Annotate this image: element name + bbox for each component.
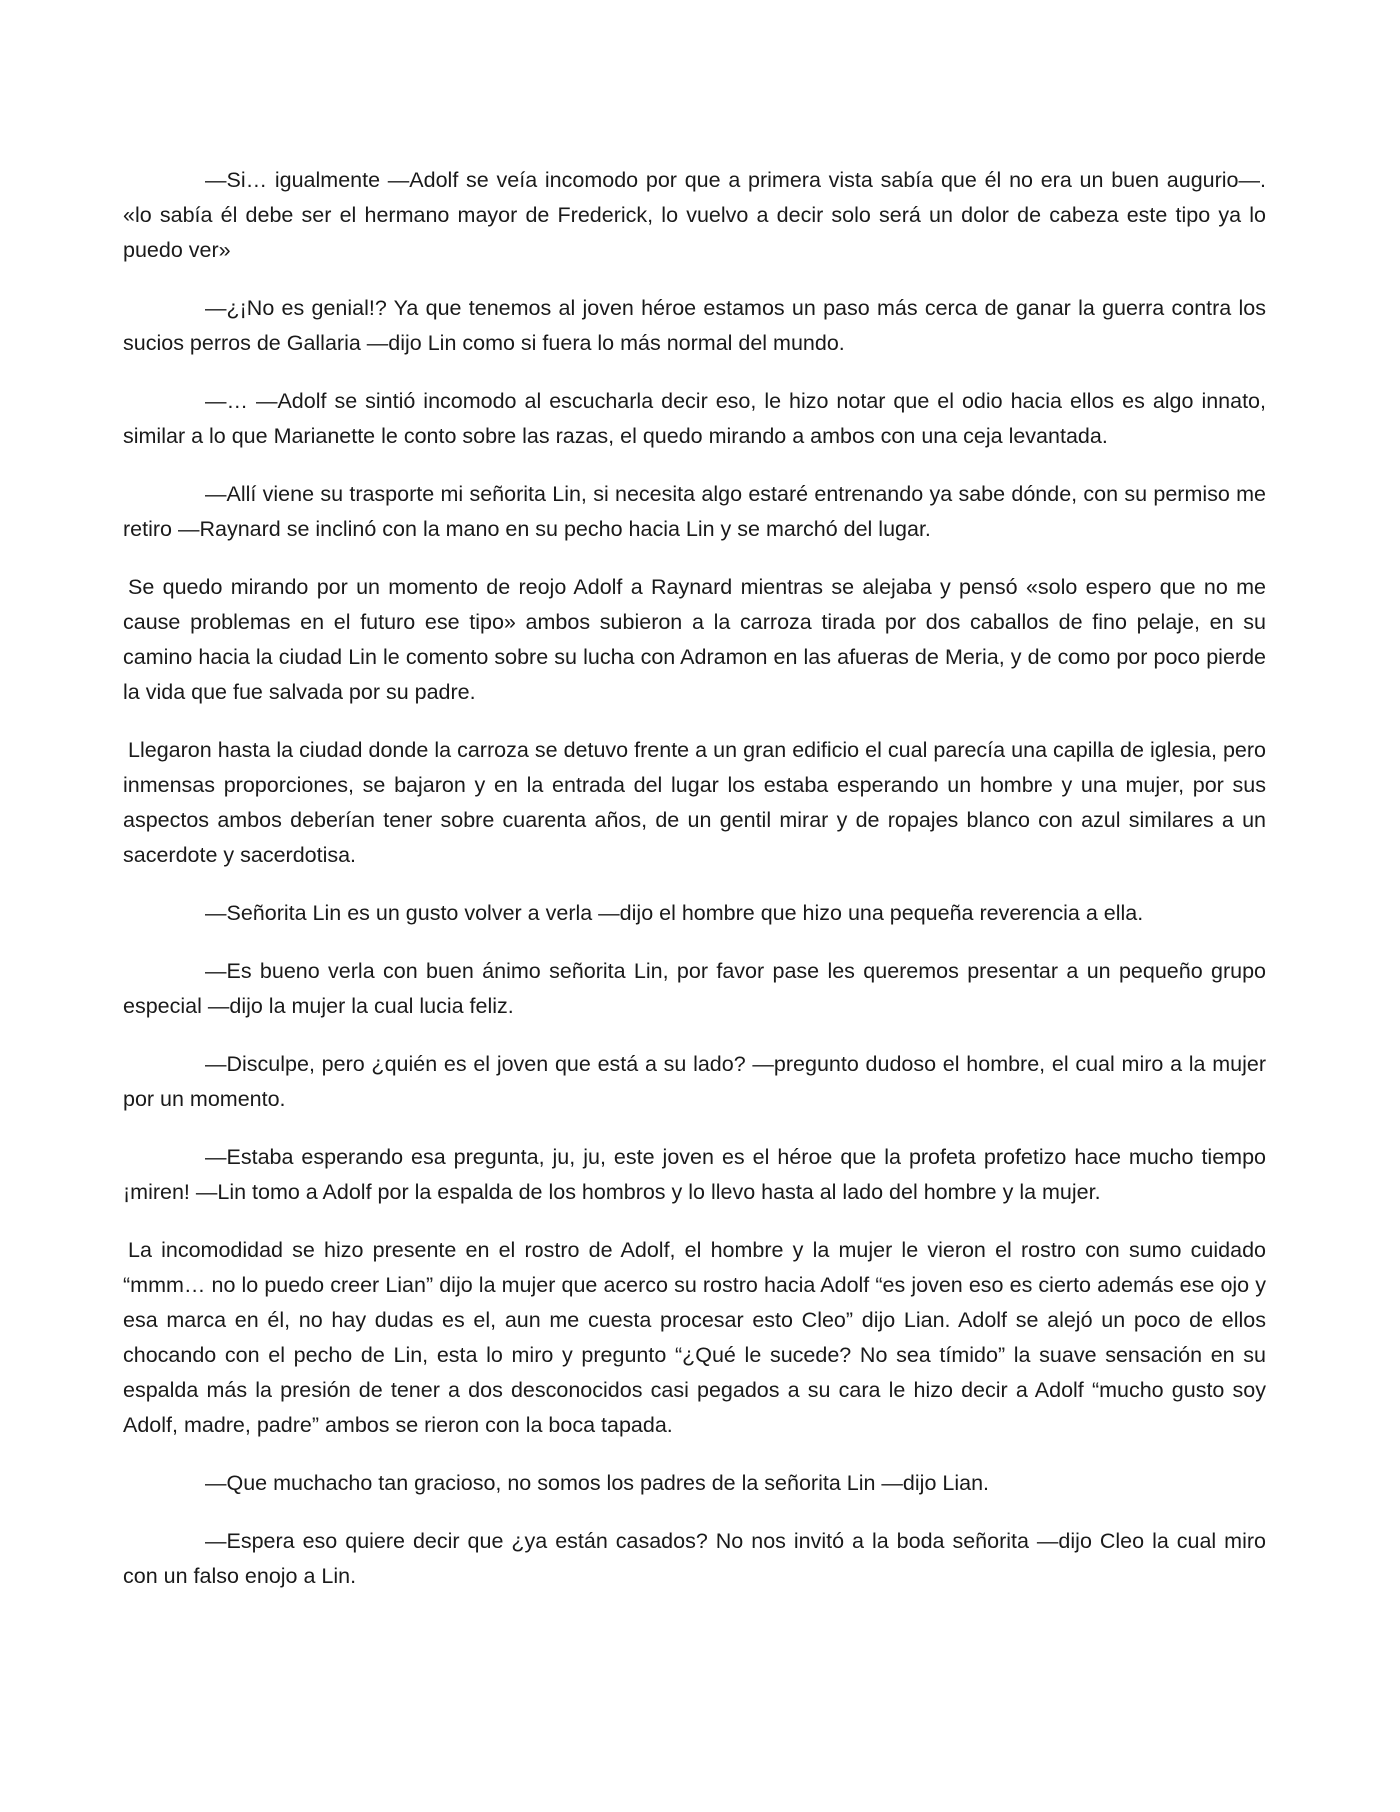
paragraph: —¿¡No es genial!? Ya que tenemos al joven héroe estamos un paso más cerca de ganar la guerra contra los sucios perros de Gallaria —dijo Lin como si fuera lo más normal del mundo.	[123, 296, 1266, 355]
paragraph: —Que muchacho tan gracioso, no somos los padres de la señorita Lin —dijo Lian.	[205, 1471, 989, 1495]
paragraph: —… —Adolf se sintió incomodo al escucharla decir eso, le hizo notar que el odio hacia ellos es algo innato, similar a lo que Marianette le conto sobre las razas, el quedo mirando a ambos con una ceja levantada.	[123, 389, 1266, 448]
paragraph: —Allí viene su trasporte mi señorita Lin, si necesita algo estaré entrenando ya sabe dónde, con su permiso me retiro —Raynard se inclinó con la mano en su pecho hacia Lin y se marchó del lugar.	[123, 482, 1266, 541]
paragraph: La incomodidad se hizo presente en el rostro de Adolf, el hombre y la mujer le vieron el rostro con sumo cuidado “mmm… no lo puedo creer Lian” dijo la mujer que acerco su rostro hacia Adolf “es joven eso es cierto además ese ojo y esa marca en él, no hay dudas es el, aun me cuesta procesar esto Cleo” dijo Lian. Adolf se alejó un poco de ellos chocando con el pecho de Lin, esta lo miro y pregunto “¿Qué le sucede? No sea tímido” la suave sensación en su espalda más la presión de tener a dos desconocidos casi pegados a su cara le hizo decir a Adolf “mucho gusto soy Adolf, madre, padre” ambos se rieron con la boca tapada.	[123, 1238, 1266, 1437]
paragraph: —Disculpe, pero ¿quién es el joven que está a su lado? —pregunto dudoso el hombre, el cual miro a la mujer por un momento.	[123, 1052, 1266, 1111]
paragraph: Se quedo mirando por un momento de reojo Adolf a Raynard mientras se alejaba y pensó «solo espero que no me cause problemas en el futuro ese tipo» ambos subieron a la carroza tirada por dos caballos de fino pelaje, en su camino hacia la ciudad Lin le comento sobre su lucha con Adramon en las afueras de Meria, y de como por poco pierde la vida que fue salvada por su padre.	[123, 575, 1266, 704]
paragraph: —Es bueno verla con buen ánimo señorita Lin, por favor pase les queremos presentar a un pequeño grupo especial —dijo la mujer la cual lucia feliz.	[123, 959, 1266, 1018]
paragraph: Llegaron hasta la ciudad donde la carroza se detuvo frente a un gran edificio el cual parecía una capilla de iglesia, pero inmensas proporciones, se bajaron y en la entrada del lugar los estaba esperando un hombre y una mujer, por sus aspectos ambos deberían tener sobre cuarenta años, de un gentil mirar y de ropajes blanco con azul similares a un sacerdote y sacerdotisa.	[123, 738, 1266, 867]
paragraph: —Estaba esperando esa pregunta, ju, ju, este joven es el héroe que la profeta profetizo hace mucho tiempo ¡miren! —Lin tomo a Adolf por la espalda de los hombros y lo llevo hasta al lado del hombre y la mujer.	[123, 1145, 1266, 1204]
paragraph: —Espera eso quiere decir que ¿ya están casados? No nos invitó a la boda señorita —dijo Cleo la cual miro con un falso enojo a Lin.	[123, 1529, 1266, 1588]
paragraph: —Si… igualmente —Adolf se veía incomodo por que a primera vista sabía que él no era un buen augurio—. «lo sabía él debe ser el hermano mayor de Frederick, lo vuelvo a decir solo será un dolor de cabeza este tipo ya lo puedo ver»	[123, 168, 1266, 262]
paragraph: —Señorita Lin es un gusto volver a verla —dijo el hombre que hizo una pequeña reverencia a ella.	[205, 901, 1144, 925]
document-body	[123, 163, 1266, 1617]
